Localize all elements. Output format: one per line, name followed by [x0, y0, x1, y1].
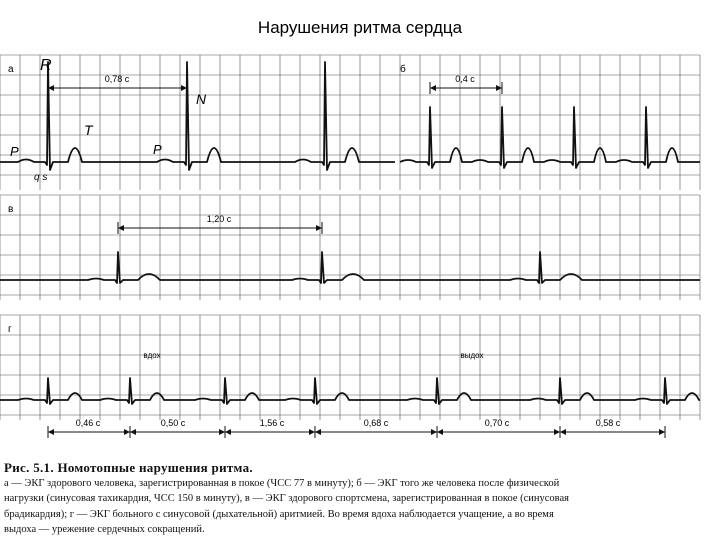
interval-label-d3: 1,56 с [259, 418, 285, 428]
interval-label-c: 1,20 с [206, 214, 232, 224]
ecg-trace-c [0, 252, 700, 283]
ecg-trace-a [0, 62, 395, 170]
interval-arrow-d-head-right [219, 429, 225, 435]
interval-label-d5: 0,70 с [484, 418, 510, 428]
caption-line: а — ЭКГ здорового человека, зарегистрированная в покое (ЧСС 77 в минуту); б — ЭКГ того же человека после физической [4, 477, 560, 489]
interval-arrow-d-head-left [225, 429, 231, 435]
panel-c-letter: в [8, 204, 14, 215]
figure-caption [4, 460, 718, 538]
interval-label-d6: 0,58 с [595, 418, 621, 428]
caption-line: нагрузки (синусовая тахикардия, ЧСС 150 в минуту), в — ЭКГ здорового спортсмена, зарегистрированная в покое (синусовая [4, 493, 569, 504]
interval-arrows [48, 82, 665, 438]
wave-label-mark: N [196, 91, 207, 107]
slide-title: Нарушения ритма сердца [257, 18, 463, 37]
interval-arrow-d-head-left [48, 429, 54, 435]
interval-arrow-d-head-left [560, 429, 566, 435]
wave-label-r: R [40, 57, 52, 74]
panel-a-letter: а [8, 64, 14, 75]
ecg-traces [0, 62, 700, 404]
interval-arrow-c-head-left [118, 225, 124, 231]
wave-label-qs: q s [34, 172, 48, 183]
interval-arrow-d-head-left [437, 429, 443, 435]
interval-label-d1: 0,46 с [75, 418, 101, 428]
wave-label-t: T [84, 122, 93, 138]
caption-title: Рис. 5.1. Номотопные нарушения ритма. [4, 460, 253, 475]
interval-arrow-b-head-left [430, 85, 436, 91]
interval-label-a: 0,78 с [104, 74, 130, 84]
interval-arrow-d-head-left [315, 429, 321, 435]
label-inhale: вдох [143, 351, 161, 360]
wave-label-p-first: P [10, 144, 19, 159]
ecg-trace-d [0, 378, 700, 404]
ecg-grid [0, 55, 700, 420]
interval-label-d4: 0,68 с [363, 418, 389, 428]
interval-arrow-d-head-right [124, 429, 130, 435]
panel-d-letter: г [8, 324, 12, 335]
interval-arrow-d-head-right [554, 429, 560, 435]
wave-label-p-second: P [153, 142, 162, 157]
caption-line: выдоха — урежение сердечных сокращений. [4, 524, 205, 535]
label-exhale: выдох [460, 351, 484, 360]
interval-arrow-c-head-right [316, 225, 322, 231]
ecg-trace-b [400, 107, 700, 168]
interval-label-d2: 0,50 с [160, 418, 186, 428]
interval-arrow-d-head-right [659, 429, 665, 435]
interval-arrow-d-head-right [431, 429, 437, 435]
interval-arrow-d-head-left [130, 429, 136, 435]
interval-label-b: 0,4 с [455, 74, 475, 84]
panel-b-letter: б [400, 64, 406, 75]
interval-arrow-b-head-right [496, 85, 502, 91]
interval-arrow-d-head-right [309, 429, 315, 435]
caption-line: брадикардия); г — ЭКГ больного с синусовой (дыхательной) аритмией. Во время вдоха наблюдается учащение, а во время [4, 508, 554, 520]
